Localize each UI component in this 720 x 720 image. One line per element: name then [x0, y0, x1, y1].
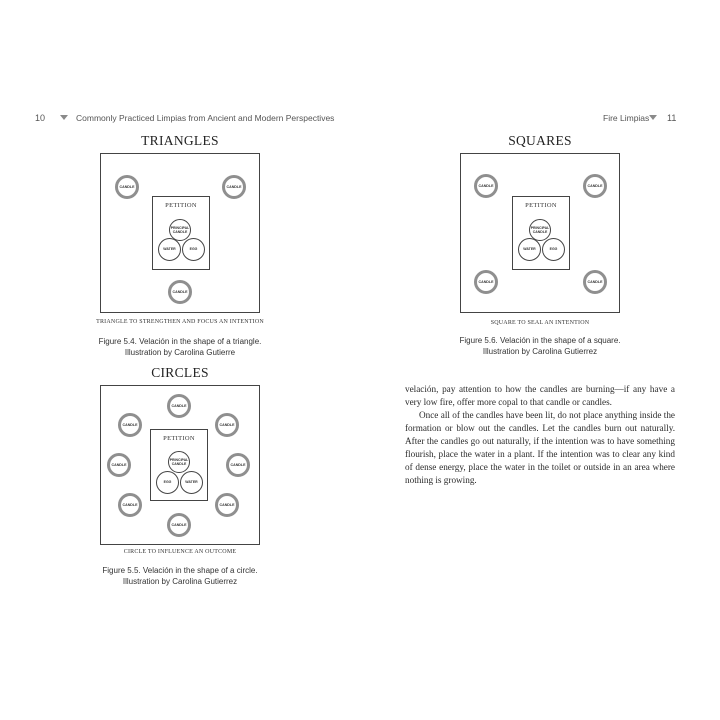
water-bowl-icon: WATER — [180, 471, 203, 494]
figure-5-4-caption-line1: Figure 5.4. Velación in the shape of a triangle. — [98, 337, 262, 346]
figure-5-5-caption-line1: Figure 5.5. Velación in the shape of a circle. — [102, 566, 258, 575]
left-page-number: 10 — [35, 113, 46, 123]
candle-icon: CANDLE — [226, 453, 250, 477]
principal-candle-icon: PRINCIPAL CANDLE — [169, 219, 191, 241]
figure-5-5-caption-line2: Illustration by Carolina Gutierrez — [122, 577, 238, 586]
candle-icon: CANDLE — [115, 175, 139, 199]
candle-icon: CANDLE — [583, 174, 607, 198]
egg-icon: EGG — [156, 471, 179, 494]
left-running-head: Commonly Practiced Limpias from Ancient and Modern Perspectives — [76, 113, 335, 123]
figure-5-6-caption-line2: Illustration by Carolina Gutierrez — [482, 347, 598, 356]
triangle-marker-icon — [60, 115, 68, 120]
body-paragraph: Once all of the candles have been lit, do not place anything inside the formation or blow out the candles. Let the candles burn out naturally. After the candles go out naturally, if the intention was to have something flourish, place the water in a plant. If the intention was to clear any kind of dense energy, place the water in the toilet or outside in an area where nothing is growing. — [405, 410, 675, 485]
candle-icon: CANDLE — [583, 270, 607, 294]
principal-candle-icon: PRINCIPAL CANDLE — [529, 219, 551, 241]
candle-icon: CANDLE — [215, 413, 239, 437]
circles-subcaption: CIRCLE TO INFLUENCE AN OUTCOME — [123, 549, 237, 555]
squares-title: SQUARES — [508, 133, 572, 148]
petition-box — [152, 196, 210, 270]
candle-icon: CANDLE — [107, 453, 131, 477]
petition-label: PETITION — [165, 202, 197, 209]
circles-title: CIRCLES — [151, 365, 209, 380]
triangles-subcaption: TRIANGLE TO STRENGTHEN AND FOCUS AN INTENTION — [96, 319, 264, 325]
egg-icon: EGG — [182, 238, 205, 261]
candle-icon: CANDLE — [167, 513, 191, 537]
candle-icon: CANDLE — [167, 394, 191, 418]
triangles-diagram — [100, 153, 260, 313]
figure-5-6-caption-line1: Figure 5.6. Velación in the shape of a square. — [459, 336, 621, 345]
squares-diagram — [460, 153, 620, 313]
figure-5-4-caption-line2: Illustration by Carolina Gutierre — [124, 348, 236, 357]
squares-subcaption: SQUARE TO SEAL AN INTENTION — [490, 320, 590, 326]
water-bowl-icon: WATER — [158, 238, 181, 261]
petition-label: PETITION — [163, 435, 195, 442]
candle-icon: CANDLE — [474, 270, 498, 294]
right-page-number: 11 — [667, 113, 677, 123]
petition-box — [512, 196, 570, 270]
body-paragraph: velación, pay attention to how the candles are burning—if any have a very low fire, offer more copal to that candle or candles. — [405, 384, 675, 407]
body-text — [405, 383, 675, 487]
candle-icon: CANDLE — [168, 280, 192, 304]
triangle-marker-icon — [649, 115, 657, 120]
candle-icon: CANDLE — [215, 493, 239, 517]
candle-icon: CANDLE — [118, 493, 142, 517]
water-bowl-icon: WATER — [518, 238, 541, 261]
petition-label: PETITION — [525, 202, 557, 209]
right-running-head: Fire Limpias — [603, 113, 650, 123]
candle-icon: CANDLE — [222, 175, 246, 199]
principal-candle-icon: PRINCIPAL CANDLE — [168, 451, 190, 473]
candle-icon: CANDLE — [474, 174, 498, 198]
egg-icon: EGG — [542, 238, 565, 261]
petition-box — [150, 429, 208, 501]
triangles-title: TRIANGLES — [141, 133, 219, 148]
candle-icon: CANDLE — [118, 413, 142, 437]
circles-diagram — [100, 385, 260, 545]
